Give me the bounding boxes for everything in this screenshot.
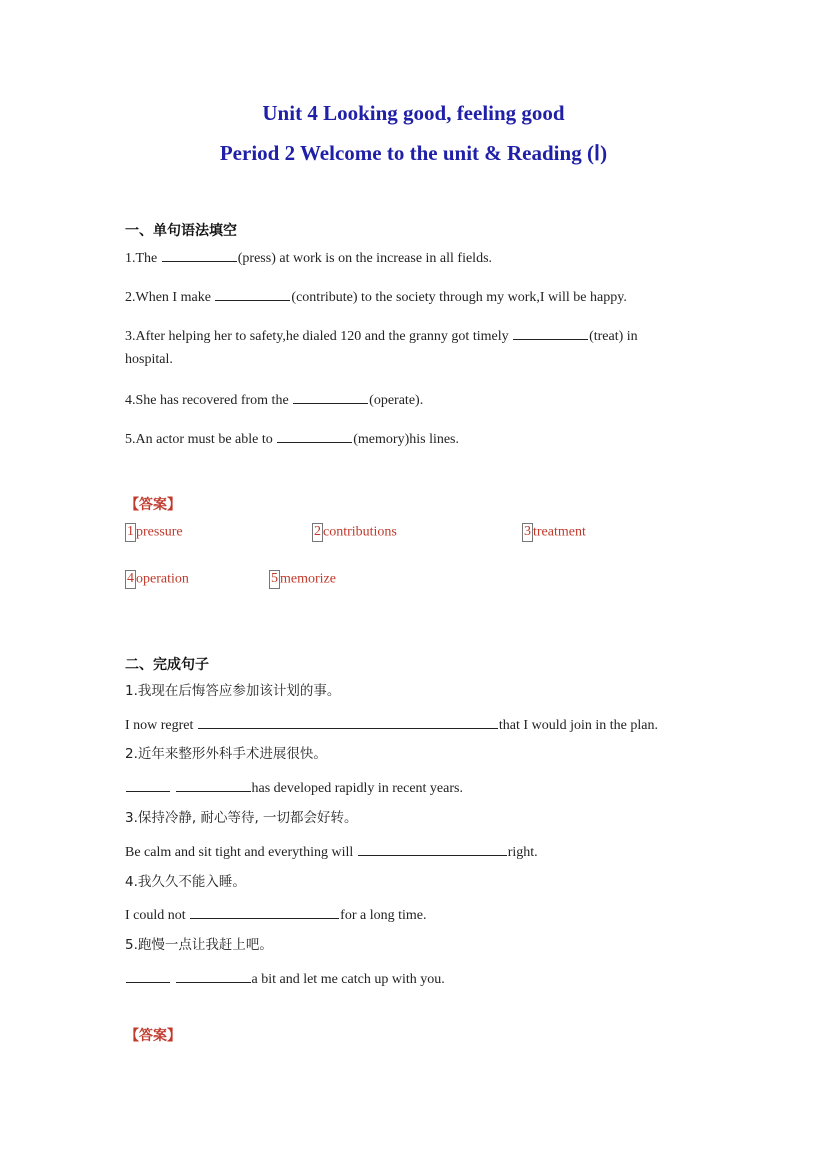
s2-item-2-en xyxy=(125,779,463,797)
s2-item-4-en xyxy=(125,906,426,924)
answer-blank[interactable] xyxy=(215,288,290,301)
english-before: I could not xyxy=(125,908,190,923)
item-number: 4 xyxy=(125,874,134,890)
item-text-after: (press) at work is on the increase in all fields. xyxy=(237,251,493,266)
answer-blank[interactable] xyxy=(513,327,588,340)
item-text-after: (memory)his lines. xyxy=(353,432,460,447)
answer-text: pressure xyxy=(136,524,183,540)
item-text-before: .She has recovered from the xyxy=(132,393,293,408)
item-text-before: .An actor must be able to xyxy=(132,432,277,447)
answer1-item-5 xyxy=(269,570,336,589)
answer-text: memorize xyxy=(280,571,336,587)
item-number: 5 xyxy=(125,432,132,447)
chinese-sentence: .我现在后悔答应参加该计划的事。 xyxy=(133,683,341,699)
s2-item-3-cn xyxy=(125,810,358,826)
unit-title: Unit 4 Looking good, feeling good xyxy=(262,101,565,125)
item-text-before: .After helping her to safety,he dialed 120 and the granny got timely xyxy=(132,329,513,344)
answer-number-box: 2 xyxy=(312,523,323,542)
item-number: 3 xyxy=(125,329,132,344)
english-after: right. xyxy=(507,845,538,860)
s1-item-3 xyxy=(125,327,638,345)
english-after: has developed rapidly in recent years. xyxy=(251,781,463,796)
answer-text: treatment xyxy=(533,524,586,540)
answer2-heading: 【答案】 xyxy=(125,1028,181,1044)
s2-item-4-cn xyxy=(125,874,246,890)
item-number: 2 xyxy=(125,746,134,762)
answer-number-box: 3 xyxy=(522,523,533,542)
s1-item-3-cont xyxy=(125,352,173,368)
item-text-after: (contribute) to the society through my work,I will be happy. xyxy=(291,290,627,305)
answer-blank[interactable] xyxy=(293,391,368,404)
answer-blank[interactable] xyxy=(358,843,507,856)
section2-heading: 二、完成句子 xyxy=(125,657,209,673)
answer1-item-3 xyxy=(522,523,586,542)
answer-blank[interactable] xyxy=(126,970,170,983)
item-text-before: .When I make xyxy=(132,290,215,305)
s2-item-2-cn xyxy=(125,746,327,762)
s1-item-4 xyxy=(125,391,423,409)
s2-item-3-en xyxy=(125,843,538,861)
answer-number-box: 5 xyxy=(269,570,280,589)
english-after: a bit and let me catch up with you. xyxy=(251,972,445,987)
english-after: that I would join in the plan. xyxy=(498,718,658,733)
answer-text: contributions xyxy=(323,524,397,540)
item-text-after: (treat) in xyxy=(589,329,638,344)
answer-blank[interactable] xyxy=(176,970,251,983)
answer-blank[interactable] xyxy=(176,779,251,792)
answer-blank[interactable] xyxy=(190,906,339,919)
s2-item-1-cn xyxy=(125,683,340,699)
item-text-before: .The xyxy=(132,251,161,266)
english-before: Be calm and sit tight and everything will xyxy=(125,845,357,860)
answer-blank[interactable] xyxy=(162,249,237,262)
s1-item-5 xyxy=(125,430,459,448)
answer1-item-1 xyxy=(125,523,183,542)
english-before: I now regret xyxy=(125,718,197,733)
s1-item-2 xyxy=(125,288,627,306)
answer-number-box: 1 xyxy=(125,523,136,542)
english-after: for a long time. xyxy=(340,908,427,923)
s1-item-1 xyxy=(125,249,492,267)
answer-blank[interactable] xyxy=(277,430,352,443)
s2-item-1-en xyxy=(125,716,658,734)
answer1-item-4 xyxy=(125,570,189,589)
answer-blank[interactable] xyxy=(198,716,498,729)
section1-heading: 一、单句语法填空 xyxy=(125,223,237,239)
chinese-sentence: .近年来整形外科手术进展很快。 xyxy=(133,746,327,762)
s2-item-5-cn xyxy=(125,937,273,953)
answer-text: operation xyxy=(136,571,189,587)
s2-item-5-en xyxy=(125,970,445,988)
item-number: 1 xyxy=(125,683,134,699)
item-text-continued: hospital. xyxy=(125,352,173,367)
answer-blank[interactable] xyxy=(126,779,170,792)
chinese-sentence: .我久久不能入睡。 xyxy=(133,874,246,890)
period-subtitle: Period 2 Welcome to the unit & Reading (Ⅰ) xyxy=(219,141,608,165)
item-number: 5 xyxy=(125,937,134,953)
answer-number-box: 4 xyxy=(125,570,136,589)
item-number: 2 xyxy=(125,290,132,305)
chinese-sentence: .跑慢一点让我赶上吧。 xyxy=(133,937,273,953)
item-text-after: (operate). xyxy=(369,393,424,408)
item-number: 1 xyxy=(125,251,132,266)
item-number: 4 xyxy=(125,393,132,408)
answer1-heading: 【答案】 xyxy=(125,497,181,513)
answer1-item-2 xyxy=(312,523,397,542)
chinese-sentence: .保持冷静, 耐心等待, 一切都会好转。 xyxy=(133,810,358,826)
item-number: 3 xyxy=(125,810,134,826)
